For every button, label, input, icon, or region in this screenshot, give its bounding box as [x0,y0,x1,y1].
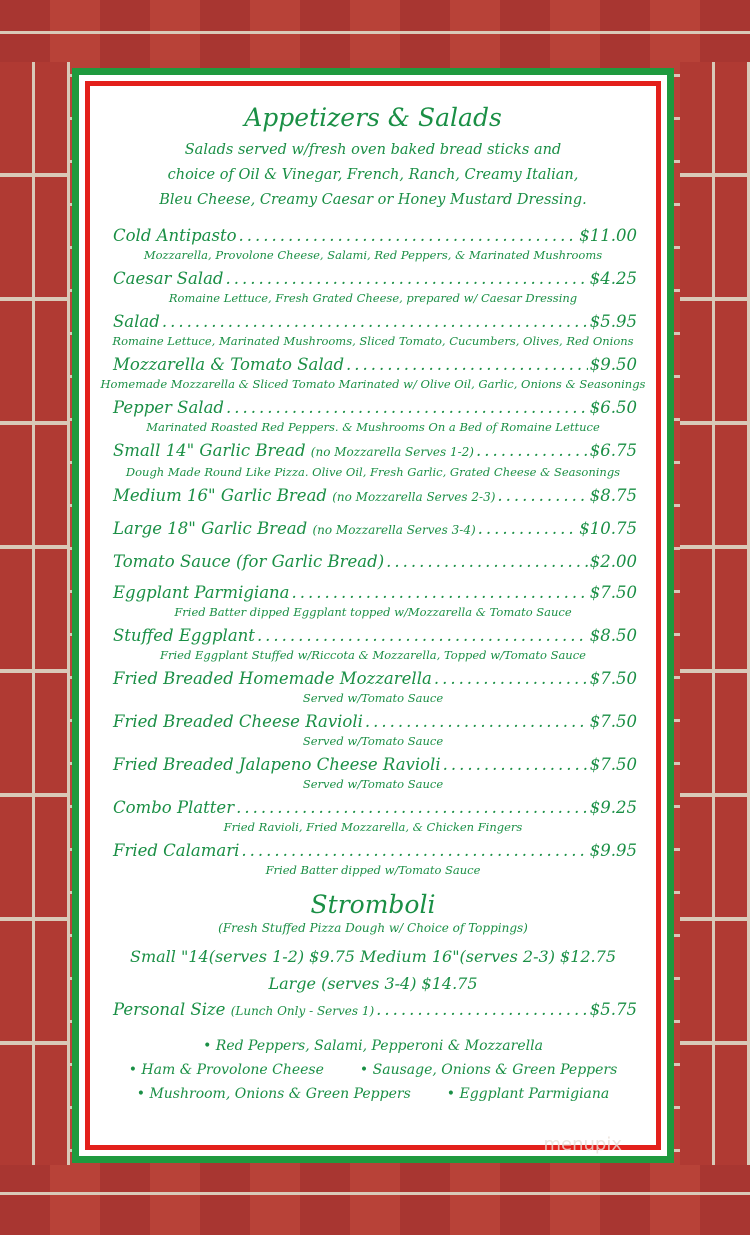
stromboli-toppings [97,1034,649,1106]
item-price: $7.50 [589,583,637,602]
item-price: $5.75 [589,1000,637,1019]
item-inline-note: (no Mozzarella Serves 2-3) [332,490,496,504]
menu-item [97,223,649,263]
leader-dots [478,516,578,541]
item-name: Stuffed Eggplant [113,626,255,645]
item-price: $10.75 [579,519,637,538]
topping-item: • Sausage, Onions & Green Peppers [360,1058,617,1082]
item-name: Pepper Salad [113,398,224,417]
leader-dots [239,223,578,248]
menu-item [97,483,649,510]
menu-item [97,309,649,349]
item-price: $9.95 [589,841,637,860]
stromboli-sizes: Small "14(serves 1-2) $9.75 Medium 16"(serves 2-3) $12.75 [129,947,616,966]
item-name: Fried Breaded Jalapeno Cheese Ravioli [113,755,441,774]
leader-dots [497,483,587,508]
menu-item [97,516,649,543]
menu-item [97,752,649,792]
leader-dots [476,438,588,463]
menu-item [97,395,649,435]
item-name: Salad [113,312,160,331]
brick-wall-right [680,62,750,1165]
item-price: $6.50 [589,398,637,417]
intro-line: Salads served w/fresh oven baked bread sticks and [184,142,562,158]
menu-item [97,352,649,392]
item-name: Fried Breaded Homemade Mozzarella [113,669,432,688]
item-description: Romaine Lettuce, Fresh Grated Cheese, prepared w/ Caesar Dressing [168,291,578,305]
menu-board [72,68,674,1163]
item-price: $7.50 [589,712,637,731]
item-description: Mozzarella, Provolone Cheese, Salami, Red Peppers, & Marinated Mushrooms [143,248,603,262]
item-name: Combo Platter [113,798,235,817]
topping-item: • Eggplant Parmigiana [447,1082,609,1106]
menu-item [97,580,649,620]
watermark-logo: menupix [543,1134,622,1155]
item-description: Romaine Lettuce, Marinated Mushrooms, Sliced Tomato, Cucumbers, Olives, Red Onions [112,334,634,348]
leader-dots [226,395,588,420]
menu-item [97,709,649,749]
item-name: Large 18" Garlic Bread [113,519,308,538]
item-description: Served w/Tomato Sauce [302,734,444,748]
item-inline-note: (Lunch Only - Serves 1) [230,1004,375,1018]
menu-item [97,997,649,1024]
topping-item: • Red Peppers, Salami, Pepperoni & Mozzarella [203,1034,543,1058]
item-price: $7.50 [589,669,637,688]
item-description: Dough Made Round Like Pizza. Olive Oil, Fresh Garlic, Grated Cheese & Seasonings [125,465,621,479]
menu-item [97,795,649,835]
leader-dots [376,997,588,1022]
appetizers-title: Appetizers & Salads [244,103,502,132]
item-name: Mozzarella & Tomato Salad [113,355,345,374]
brick-wall-left [0,62,70,1165]
item-name: Caesar Salad [113,269,224,288]
menu-item [97,666,649,706]
leader-dots [434,666,588,691]
leader-dots [225,266,587,291]
item-price: $4.25 [589,269,637,288]
item-name: Fried Calamari [113,841,240,860]
stromboli-subtitle: (Fresh Stuffed Pizza Dough w/ Choice of Toppings) [218,921,528,935]
menu-item [97,838,649,878]
item-price: $9.50 [589,355,637,374]
item-description: Homemade Mozzarella & Sliced Tomato Marinated w/ Olive Oil, Garlic, Onions & Seasonings [100,377,646,391]
item-price: $7.50 [589,755,637,774]
menu-item [97,438,649,480]
item-price: $8.50 [589,626,637,645]
item-description: Marinated Roasted Red Peppers. & Mushrooms On a Bed of Romaine Lettuce [146,420,600,434]
leader-dots [162,309,588,334]
item-name: Eggplant Parmigiana [113,583,290,602]
item-price: $9.25 [589,798,637,817]
item-price: $5.95 [589,312,637,331]
leader-dots [241,838,587,863]
item-inline-note: (no Mozzarella Serves 3-4) [312,523,476,537]
topping-item: • Ham & Provolone Cheese [129,1058,324,1082]
item-description: Fried Ravioli, Fried Mozzarella, & Chicken Fingers [223,820,523,834]
appetizer-list [97,223,649,878]
leader-dots [386,549,588,574]
item-inline-note: (no Mozzarella Serves 1-2) [310,445,474,459]
item-price: $2.00 [589,552,637,571]
item-price: $6.75 [589,441,637,460]
item-name: Fried Breaded Cheese Ravioli [113,712,363,731]
item-description: Fried Batter dipped w/Tomato Sauce [265,863,481,877]
menu-item [97,549,649,574]
leader-dots [236,795,588,820]
item-description: Fried Eggplant Stuffed w/Riccota & Mozzarella, Topped w/Tomato Sauce [160,648,586,662]
stromboli-title: Stromboli [310,890,436,919]
intro-line: Bleu Cheese, Creamy Caesar or Honey Mustard Dressing. [159,192,587,208]
appetizers-intro [97,138,649,213]
menu-item [97,623,649,663]
item-name: Tomato Sauce (for Garlic Bread) [113,552,385,571]
item-price: $8.75 [589,486,637,505]
menu-content [97,97,649,1138]
leader-dots [346,352,588,377]
item-name: Personal Size [113,1000,226,1019]
item-name: Cold Antipasto [113,226,237,245]
leader-dots [365,709,588,734]
item-price: $11.00 [579,226,637,245]
item-name: Medium 16" Garlic Bread [113,486,327,505]
item-description: Served w/Tomato Sauce [302,777,444,791]
leader-dots [443,752,588,777]
stromboli-large: Large (serves 3-4) $14.75 [268,974,478,993]
item-description: Fried Batter dipped Eggplant topped w/Mozzarella & Tomato Sauce [174,605,572,619]
intro-line: choice of Oil & Vinegar, French, Ranch, Creamy Italian, [167,167,579,183]
topping-item: • Mushroom, Onions & Green Peppers [137,1082,411,1106]
item-name: Small 14" Garlic Bread [113,441,306,460]
item-description: Served w/Tomato Sauce [302,691,444,705]
leader-dots [292,580,588,605]
leader-dots [257,623,588,648]
menu-item [97,266,649,306]
